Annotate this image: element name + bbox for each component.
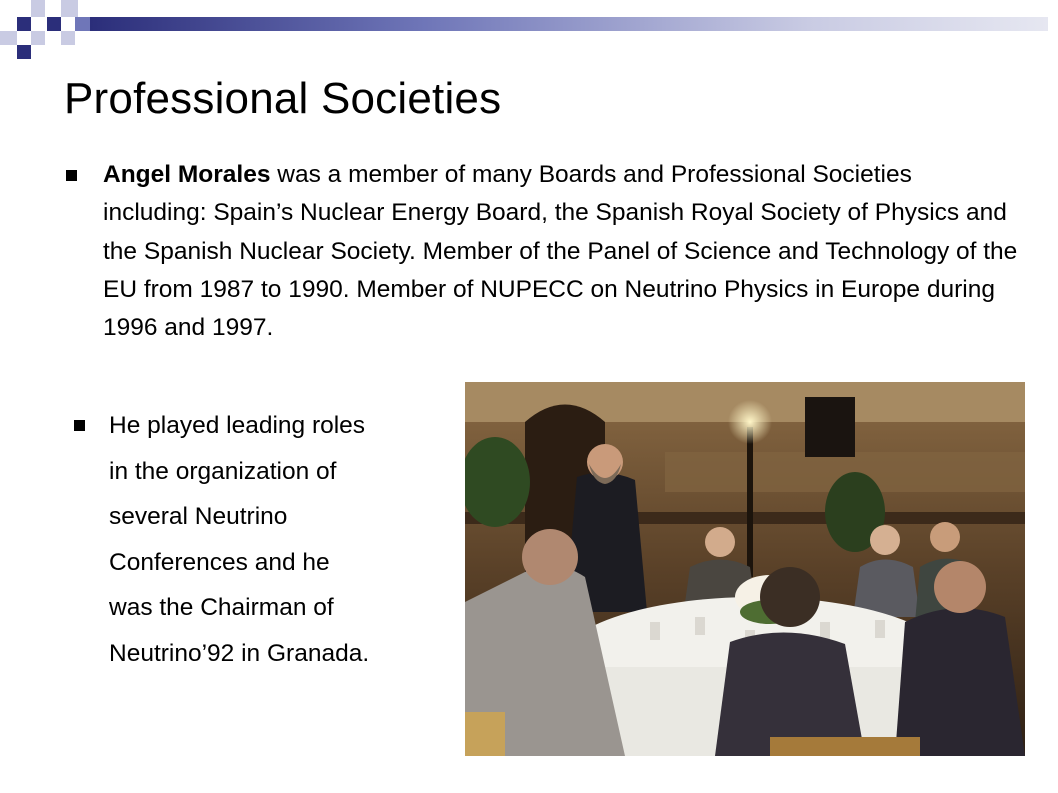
- deco-square: [0, 31, 17, 45]
- bullet-paragraph-2: [109, 403, 459, 676]
- bullet-2-line: Conferences and he: [109, 548, 330, 576]
- bullet-2-line: in the organization of: [109, 457, 337, 485]
- header-gradient-bar: [90, 17, 1048, 31]
- bullet-2-line: Neutrino’92 in Granada.: [109, 639, 370, 667]
- deco-square: [17, 17, 31, 31]
- deco-square: [31, 31, 45, 45]
- deco-square: [31, 0, 45, 17]
- bullet-paragraph-1: [103, 156, 1018, 347]
- banquet-photo-illustration: [465, 382, 1025, 756]
- bullet-1-text: was a member of many Boards and Professional Societies including: Spain’s Nuclear Energy Board, the Spanish Royal Society of Physics and the Spanish Nuclear Society. Member of the Panel of Science and Technology of the EU from 1987 to 1990. Member of NUPECC on Neutrino Physics in Europe during 1996 and 1997.: [103, 161, 1018, 342]
- bullet-square-icon: [74, 420, 85, 431]
- deco-square: [75, 17, 90, 31]
- person-name: Angel Morales: [103, 161, 271, 188]
- deco-square: [17, 45, 31, 59]
- bullet-2-line: He played leading roles: [109, 412, 366, 439]
- bullet-2-line: was the Chairman of: [109, 594, 334, 621]
- deco-square: [61, 31, 75, 45]
- slide-title: Professional Societies: [64, 74, 502, 123]
- deco-square: [47, 17, 61, 31]
- bullet-square-icon: [66, 170, 77, 181]
- bullet-2-line: several Neutrino: [109, 503, 288, 530]
- deco-square: [61, 0, 78, 17]
- banquet-photo: [465, 382, 1025, 756]
